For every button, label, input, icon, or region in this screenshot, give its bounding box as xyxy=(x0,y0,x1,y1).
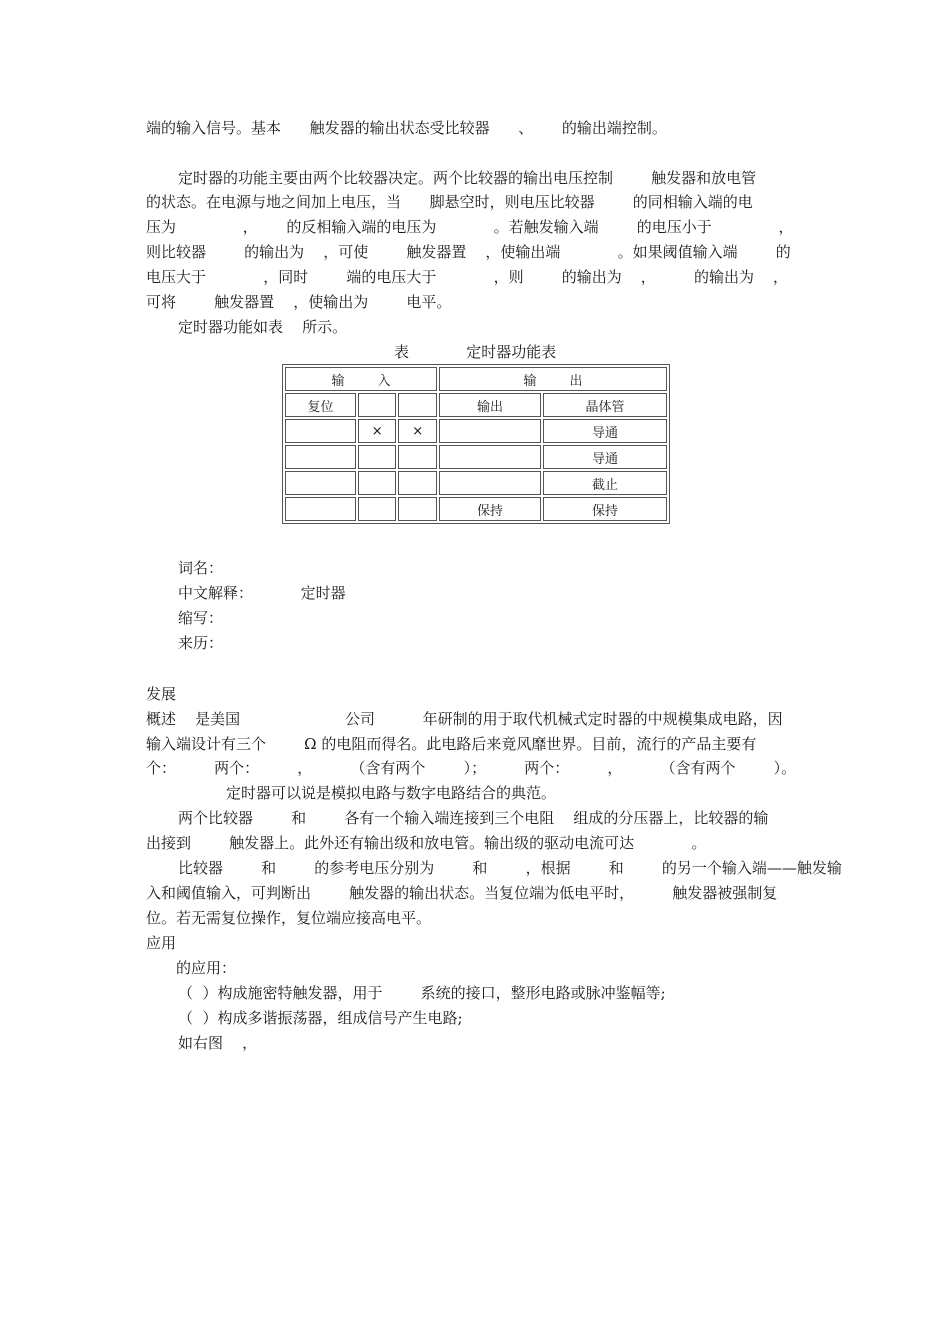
paragraph-line: 出接到 触发器上。此外还有输出级和放电管。输出级的驱动电流可达 。 xyxy=(146,834,707,852)
table-cell xyxy=(285,419,356,443)
table-row xyxy=(285,497,667,521)
table-cell: 导通 xyxy=(543,419,667,443)
table-row xyxy=(285,419,667,443)
table-cell xyxy=(439,419,541,443)
table-cell xyxy=(358,471,397,495)
output-header: 输 出 xyxy=(439,367,667,391)
section-heading-development: 发展 xyxy=(146,685,177,703)
paragraph-line: 定时器可以说是模拟电路与数字电路结合的典范。 xyxy=(226,784,557,802)
table-caption: 表 定时器功能表 xyxy=(394,343,557,361)
paragraph-line: 个： 两个： ， （含有两个 ）； 两个： ， （含有两个 ）。 xyxy=(146,759,797,777)
list-item: （ ）构成施密特触发器，用于 系统的接口，整形电路或脉冲鉴幅等; xyxy=(178,984,666,1002)
table-cell xyxy=(398,445,437,469)
column-header xyxy=(398,393,437,417)
table-cell: 截止 xyxy=(543,471,667,495)
paragraph-line: 入和阈值输入，可判断出 触发器的输出状态。当复位端为低电平时， 触发器被强制复 xyxy=(146,884,778,902)
table-cell xyxy=(439,471,541,495)
paragraph-line: 的状态。在电源与地之间加上电压，当 脚悬空时，则电压比较器 的同相输入端的电 xyxy=(146,193,753,211)
transistor-column-header: 晶体管 xyxy=(543,393,667,417)
input-header: 输 入 xyxy=(285,367,437,391)
table-cell xyxy=(439,445,541,469)
paragraph-line: 如右图 ， xyxy=(178,1034,258,1052)
table-row xyxy=(285,445,667,469)
paragraph-line: 定时器功能如表 所示。 xyxy=(178,318,348,336)
column-header xyxy=(358,393,397,417)
list-item: （ ）构成多谐振荡器，组成信号产生电路; xyxy=(178,1009,463,1027)
table-cell xyxy=(285,445,356,469)
paragraph-line: 位。若无需复位操作，复位端应接高电平。 xyxy=(146,909,432,927)
table-cell xyxy=(358,445,397,469)
paragraph-line: 的应用： xyxy=(176,959,237,977)
paragraph-line: 可将 触发器置 ，使输出为 电平。 xyxy=(146,293,452,311)
origin-label: 来历： xyxy=(178,634,224,652)
section-heading-application: 应用 xyxy=(146,934,177,952)
table-header-row xyxy=(285,367,667,391)
reset-column-header: 复位 xyxy=(285,393,356,417)
paragraph-line: 压为 ， 的反相输入端的电压为 。若触发输入端 的电压小于 ， xyxy=(146,218,794,236)
paragraph-line: 两个比较器 和 各有一个输入端连接到三个电阻 组成的分压器上，比较器的输 xyxy=(178,809,769,827)
table-cell xyxy=(398,497,437,521)
function-table xyxy=(282,364,670,524)
table-row xyxy=(285,471,667,495)
term-label: 词名： xyxy=(178,559,224,577)
table-cell xyxy=(285,497,356,521)
abbreviation-label: 缩写： xyxy=(178,609,224,627)
paragraph-line: 概述 是美国 公司 年研制的用于取代机械式定时器的中规模集成电路，因 xyxy=(146,710,783,728)
output-column-header: 输出 xyxy=(439,393,541,417)
paragraph-line: 端的输入信号。基本 触发器的输出状态受比较器 、 的输出端控制。 xyxy=(146,119,667,137)
table-subheader-row xyxy=(285,393,667,417)
table-cell: 保持 xyxy=(543,497,667,521)
chinese-explanation: 中文解释： 定时器 xyxy=(178,584,346,602)
paragraph-line: 电压大于 ，同时 端的电压大于 ，则 的输出为 ， 的输出为 ， xyxy=(146,268,789,286)
table-cell xyxy=(358,497,397,521)
table-cell xyxy=(398,471,437,495)
table-cell: 保持 xyxy=(439,497,541,521)
paragraph-line: 输入端设计有三个 Ω 的电阻而得名。此电路后来竟风靡世界。目前，流行的产品主要有 xyxy=(146,735,757,753)
paragraph-line: 则比较器 的输出为 ，可使 触发器置 ，使输出端 。如果阈值输入端 的 xyxy=(146,243,791,261)
table-cell xyxy=(285,471,356,495)
paragraph-line: 定时器的功能主要由两个比较器决定。两个比较器的输出电压控制 触发器和放电管 xyxy=(178,169,757,187)
table-cell: × xyxy=(398,419,437,443)
table-cell: × xyxy=(358,419,397,443)
paragraph-line: 比较器 和 的参考电压分别为 和 ，根据 和 的另一个输入端——触发输 xyxy=(178,859,842,877)
table-cell: 导通 xyxy=(543,445,667,469)
